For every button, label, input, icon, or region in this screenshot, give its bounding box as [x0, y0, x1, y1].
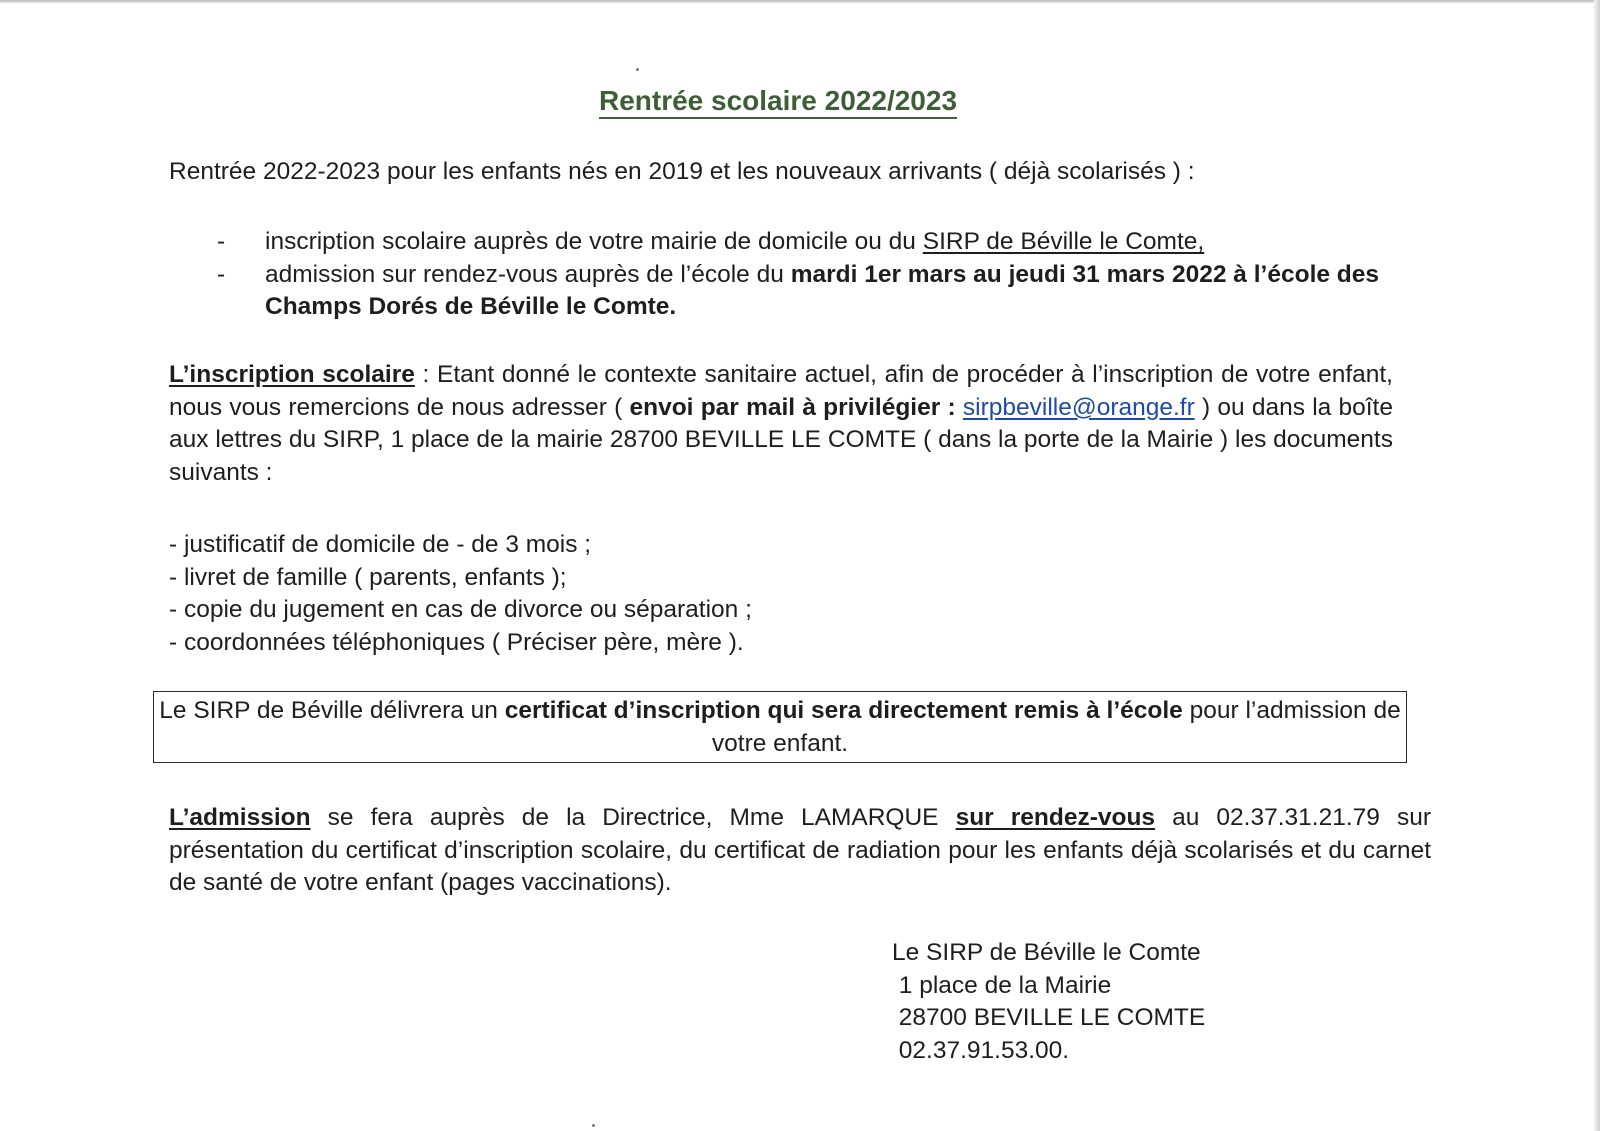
list-item	[169, 259, 1394, 324]
admission-dates: mardi 1er mars au jeudi 31 mars 2022 à l’école des Champs Dorés de Béville le Comte.	[265, 260, 1380, 320]
inscription-text-2: ) ou dans la boîte aux lettres du SIRP, 1 place de la mairie 28700 BEVILLE LE COMTE ( dans la porte de la Mairie ) les documents suivants :	[169, 393, 1393, 486]
list-item: - copie du jugement en cas de divorce ou séparation ;	[169, 596, 752, 623]
steps-list	[169, 226, 1394, 324]
signature-line: 28700 BEVILLE LE COMTE	[892, 1004, 1206, 1031]
signature-line: 02.37.91.53.00.	[892, 1036, 1070, 1064]
list-item: - coordonnées téléphoniques ( Préciser père, mère ).	[169, 628, 744, 656]
inscription-heading: L’inscription scolaire	[169, 361, 415, 388]
inscription-text-1: : Etant donné le contexte sanitaire actuel, afin de procéder à l’inscription de votre enfant, nous vous remercions de nous adresser (	[169, 361, 1393, 421]
inscription-paragraph	[169, 359, 1393, 489]
scan-edge-top	[0, 0, 1600, 3]
scan-speck	[636, 68, 639, 71]
bullet-dash: -	[217, 260, 226, 288]
scan-speck	[592, 1124, 595, 1127]
step-inscription-text: inscription scolaire auprès de votre mairie de domicile ou du	[265, 228, 923, 255]
bullet-dash: -	[217, 228, 226, 255]
page-title	[0, 81, 1556, 121]
list-item: - livret de famille ( parents, enfants );	[169, 563, 567, 591]
admission-text-2: au 02.37.31.21.79 sur présentation du certificat d’inscription scolaire, du certificat de radiation pour les enfants déjà scolarisés et du carnet de santé de votre enfant (pages vaccinations).	[169, 804, 1431, 896]
list-item: - justificatif de domicile de - de 3 mois ;	[169, 531, 592, 558]
page-title-text: Rentrée scolaire 2022/2023	[599, 85, 957, 119]
signature-line: 1 place de la Mairie	[892, 971, 1112, 999]
certificate-text-1: Le SIRP de Béville délivrera un	[159, 697, 505, 724]
signature-line: Le SIRP de Béville le Comte	[892, 939, 1201, 966]
admission-heading: L’admission	[169, 804, 311, 831]
certificate-text-2: pour l’admission de votre enfant.	[711, 697, 1401, 757]
signature-block	[892, 937, 1312, 1067]
step-admission-text: admission sur rendez-vous auprès de l’école du	[265, 260, 791, 288]
admission-paragraph	[169, 802, 1431, 900]
intro-paragraph: Rentrée 2022-2023 pour les enfants nés en 2019 et les nouveaux arrivants ( déjà scolarisés ) :	[169, 158, 1195, 185]
appointment-emphasis: sur rendez-vous	[955, 804, 1156, 831]
mail-preference: envoi par mail à privilégier :	[629, 393, 956, 421]
certificate-notice-box	[153, 691, 1407, 763]
list-item	[169, 226, 1394, 259]
certificate-bold: certificat d’inscription qui sera directement remis à l’école	[504, 697, 1183, 724]
admission-text-1: se fera auprès de la Directrice, Mme LAMARQUE	[310, 804, 956, 831]
sirp-reference: SIRP de Béville le Comte,	[922, 228, 1205, 255]
email-link[interactable]: sirpbeville@orange.fr	[962, 393, 1195, 421]
documents-list	[169, 529, 1069, 659]
scan-edge-right	[1594, 0, 1600, 1131]
